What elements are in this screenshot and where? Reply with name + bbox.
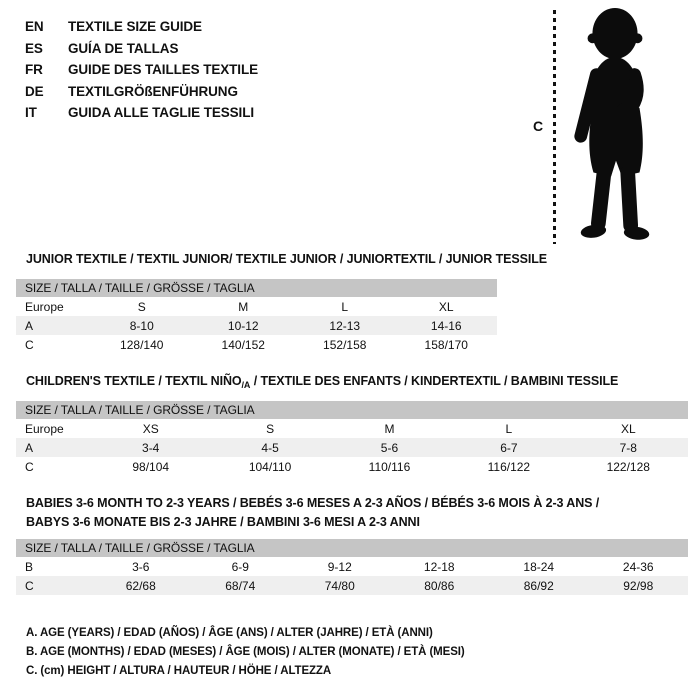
row-label: A [16,316,91,335]
table-row-age [16,438,688,457]
children-size-table [16,401,688,476]
legend-line-a: A. AGE (YEARS) / EDAD (AÑOS) / ÂGE (ANS) / ALTER (JAHRE) / ETÀ (ANNI) [26,627,433,639]
size-cell: 3-6 [132,559,150,574]
babies-title-line-1: BABIES 3-6 MONTH TO 2-3 YEARS / BEBÉS 3-6 MESES A 2-3 AÑOS / BÉBÉS 3-6 MOIS À 2-3 ANS / [26,496,600,510]
row-label: Europe [25,299,64,314]
size-cell: XL [620,421,636,436]
size-cell: 92/98 [589,576,689,595]
babies-title-line-2: BABYS 3-6 MONATE BIS 2-3 JAHRE / BAMBINI 3-6 MESI A 2-3 ANNI [26,515,420,529]
size-cell: 122/128 [606,459,650,474]
size-cell: S [266,421,275,436]
size-header-band: SIZE / TALLA / TAILLE / GRÖSSE / TAGLIA [16,401,688,419]
table-row-europe [16,297,497,316]
size-cell: 5-6 [330,438,449,457]
size-cell: XS [142,421,159,436]
junior-section-title: JUNIOR TEXTILE / TEXTIL JUNIOR/ TEXTILE JUNIOR / JUNIORTEXTIL / JUNIOR TESSILE [26,252,547,266]
row-label: Europe [25,421,64,436]
language-code: EN [25,19,44,34]
height-measure-line [553,10,556,244]
size-cell: 128/140 [120,337,164,352]
size-cell: 152/158 [323,337,367,352]
language-code: IT [25,105,37,120]
size-cell: L [505,421,513,436]
size-cell: 86/92 [489,576,589,595]
child-height-figure [515,4,695,248]
table-row-height [16,576,688,595]
size-cell: M [238,299,249,314]
babies-size-table [16,539,688,595]
table-header-row [16,279,497,297]
children-title-part-b: / TEXTILE DES ENFANTS / KINDERTEXTIL / BAMBINI TESSILE [250,374,619,388]
size-cell: S [137,299,146,314]
table-row-height [16,335,497,354]
size-cell: 12-18 [423,559,455,574]
size-cell: 10-12 [193,316,295,335]
row-label: B [25,559,34,574]
size-cell: 8-10 [91,316,193,335]
language-row-it [25,102,258,124]
language-code: ES [25,40,43,56]
table-row-europe [16,419,688,438]
size-cell: 12-13 [294,316,396,335]
size-header-band: SIZE / TALLA / TAILLE / GRÖSSE / TAGLIA [16,279,497,297]
size-cell: 6-9 [231,559,249,574]
language-label: TEXTILE SIZE GUIDE [68,19,202,34]
row-label: A [16,438,91,457]
language-label: TEXTILGRÖßENFÜHRUNG [68,83,238,99]
size-cell: 7-8 [569,438,688,457]
height-measure-label: C [533,118,544,134]
language-label: GUÍA DE TALLAS [68,40,179,56]
row-label: C [25,337,34,352]
size-cell: 74/80 [290,576,390,595]
language-list [25,16,258,124]
size-cell: 80/86 [390,576,490,595]
row-label: C [16,576,91,595]
table-row-age-months [16,557,688,576]
table-row-height [16,457,688,476]
children-title-part-a: CHILDREN'S TEXTILE / TEXTIL NIÑO [26,374,242,388]
row-label: C [25,459,34,474]
size-cell: 110/116 [368,459,411,474]
children-title-subscript: /A [241,380,251,390]
language-row-es [25,38,258,60]
babies-section-title [26,494,599,532]
toddler-silhouette-icon [565,6,665,246]
table-header-row [16,539,688,557]
size-cell: 104/110 [248,459,292,474]
language-label: GUIDE DES TAILLES TEXTILE [68,62,259,77]
table-row-age [16,316,497,335]
language-code: DE [25,83,44,99]
language-label: GUIDA ALLE TAGLIE TESSILI [68,105,254,120]
size-cell: 9-12 [327,559,352,574]
size-cell: 62/68 [91,576,191,595]
size-cell: 116/122 [487,459,531,474]
table-header-row [16,401,688,419]
size-cell: 140/152 [221,337,265,352]
measurement-legend [26,624,465,681]
size-cell: M [384,421,395,436]
size-cell: 158/170 [424,337,468,352]
size-cell: 18-24 [523,559,555,574]
language-row-de [25,81,258,103]
children-section-title [26,372,618,395]
language-row-fr [25,59,258,81]
size-cell: L [341,299,349,314]
size-cell: 4-5 [210,438,329,457]
language-code: FR [25,62,43,77]
size-cell: 68/74 [191,576,291,595]
language-row-en [25,16,258,38]
legend-line-c: C. (cm) HEIGHT / ALTURA / HAUTEUR / HÖHE / ALTEZZA [26,665,332,677]
size-cell: XL [438,299,454,314]
legend-line-b: B. AGE (MONTHS) / EDAD (MESES) / ÂGE (MOIS) / ALTER (MONATE) / ETÀ (MESI) [26,646,465,658]
size-cell: 98/104 [132,459,170,474]
size-cell: 6-7 [449,438,568,457]
size-cell: 24-36 [622,559,654,574]
size-header-band: SIZE / TALLA / TAILLE / GRÖSSE / TAGLIA [16,539,688,557]
size-cell: 3-4 [91,438,210,457]
junior-size-table [16,279,497,354]
size-cell: 14-16 [396,316,498,335]
